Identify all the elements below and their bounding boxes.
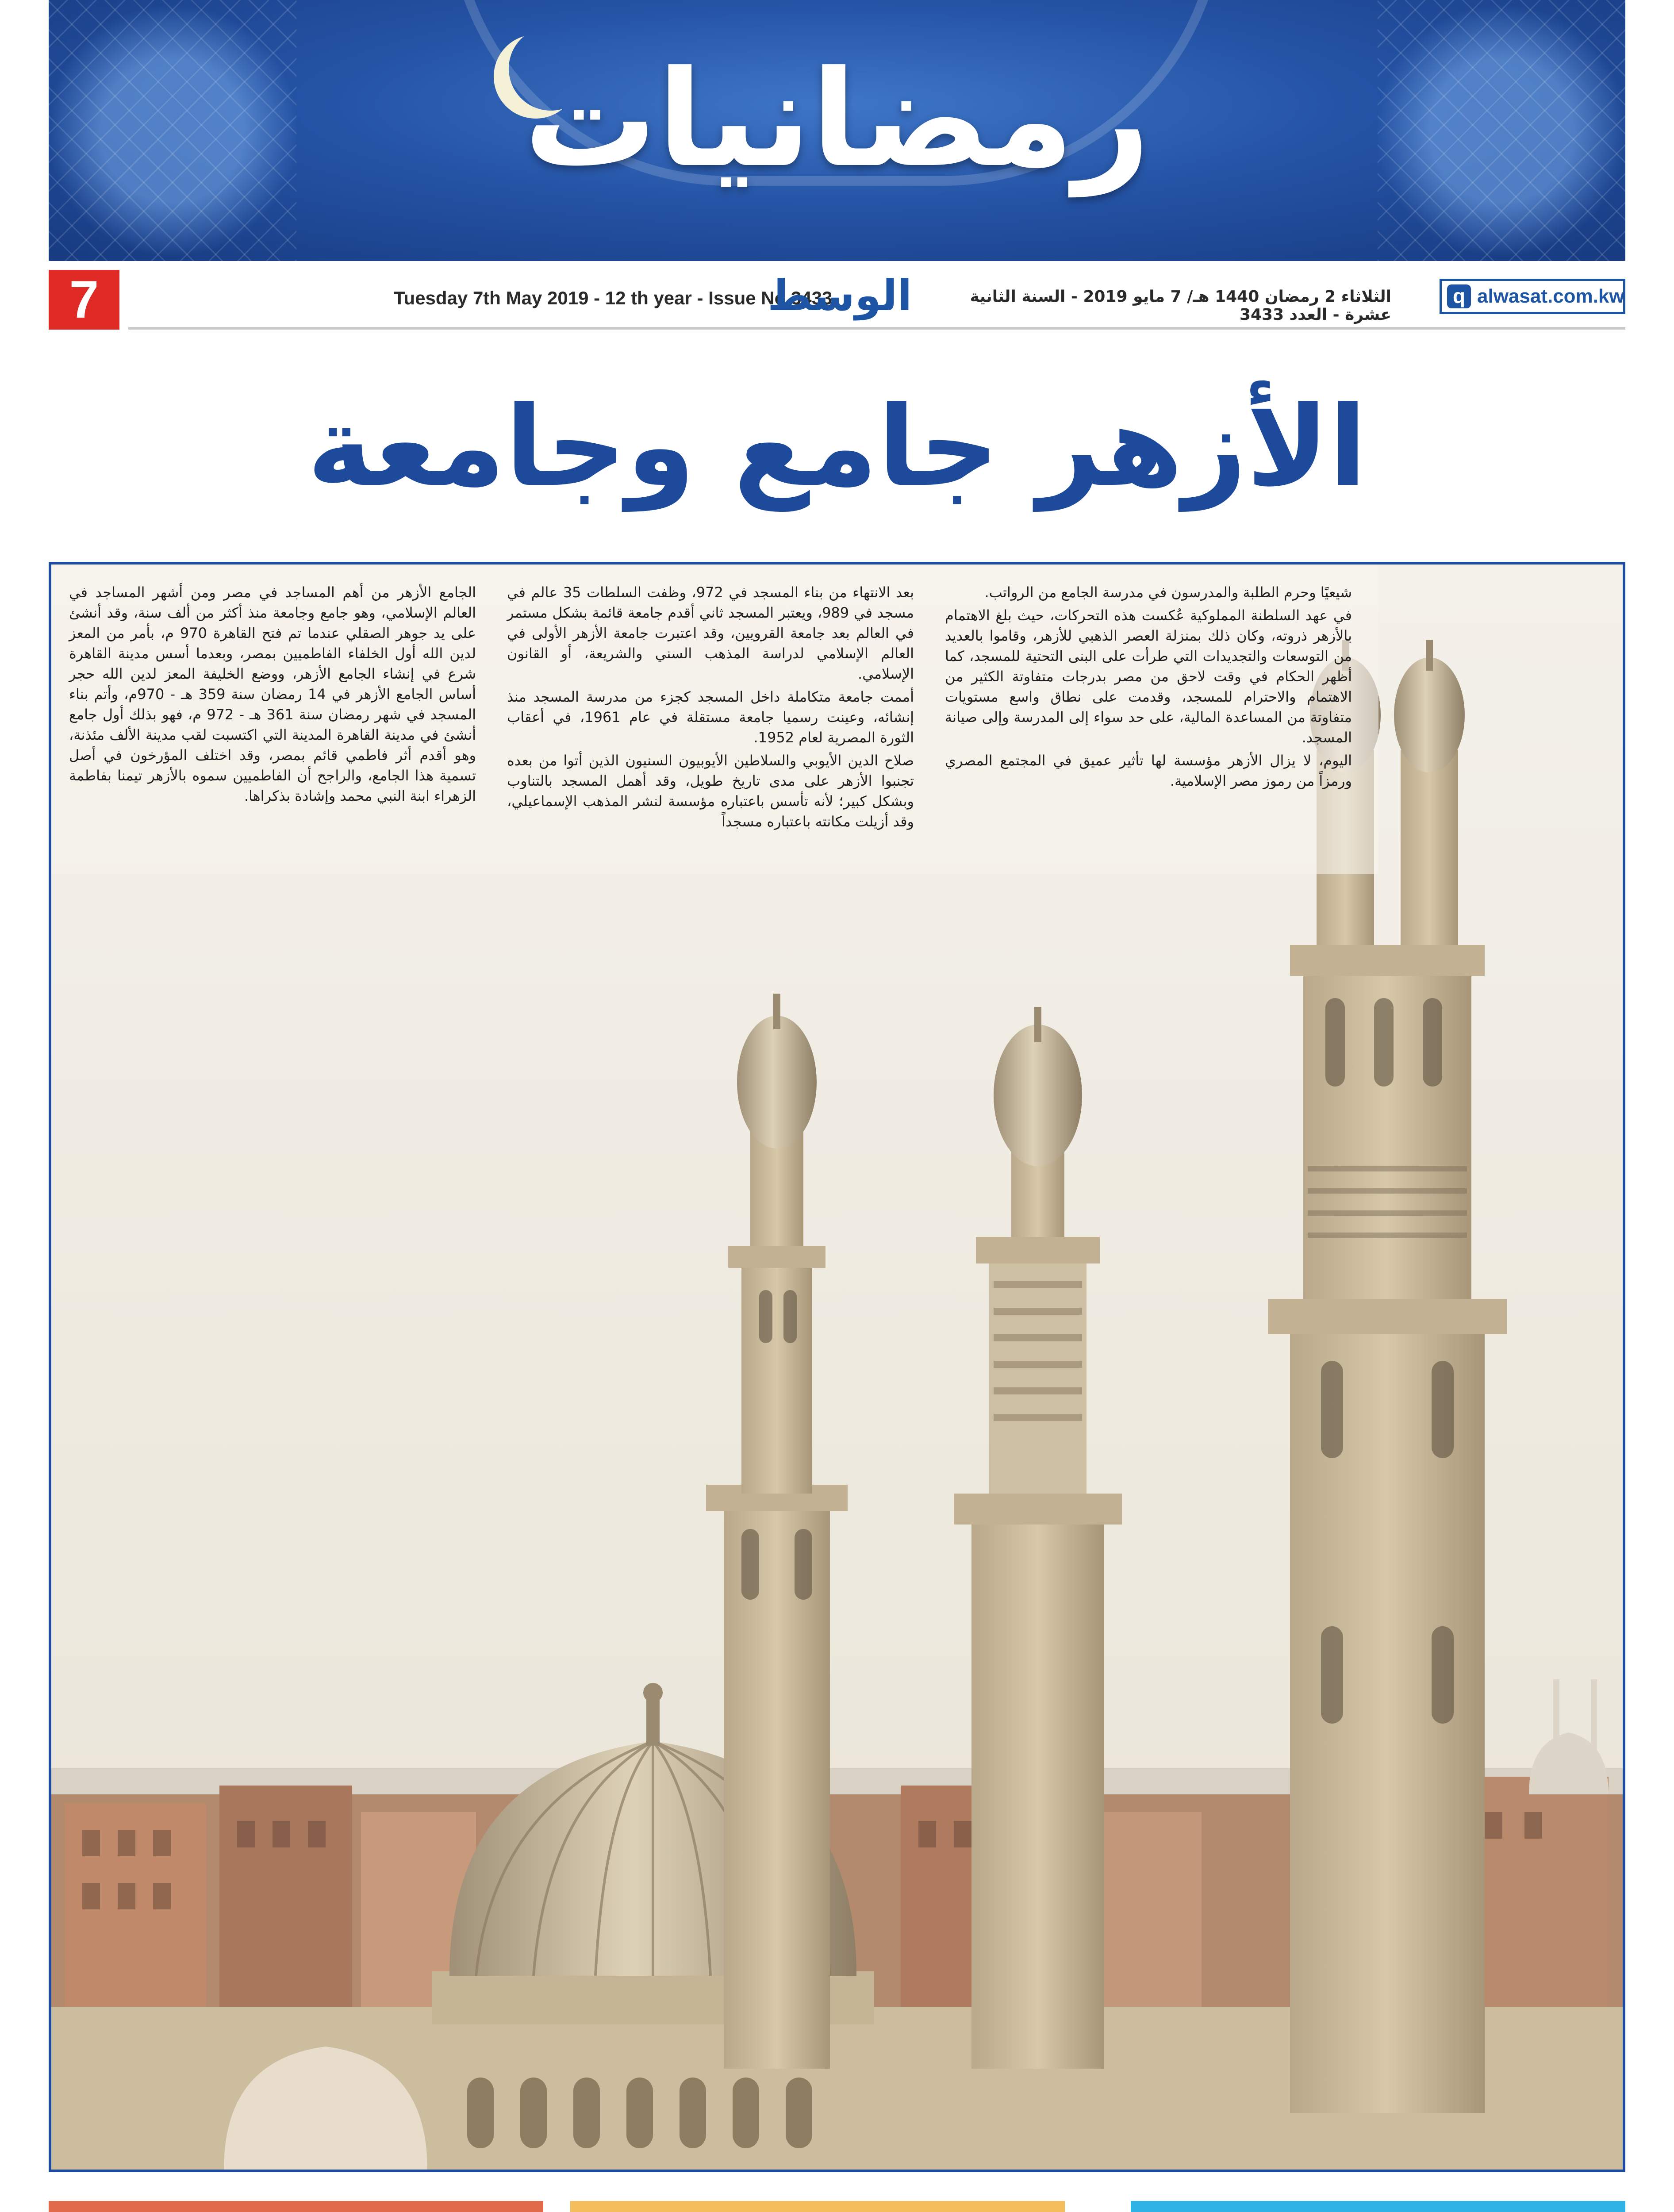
article-columns (69, 582, 1352, 865)
article-paragraph: الجامع الأزهر من أهم المساجد في مصر ومن أشهر المساجد في العالم الإسلامي، وهو جامع وجامعة منذ أكثر من ألف سنة، وقد أنشئ على يد جوهر الصقلي عندما تم فتح القاهرة 970 م، بأمر من المعز لدين الله أول الخلفاء الفاطميين بمصر، وبعدما أسس مدينة القاهرة شرع في إنشاء الجامع الأزهر، ووضع الخليفة المعز لدين الله حجر أساس الجامع الأزهر في 14 رمضان سنة 359 هـ - 970م، وأتم بناء المسجد في شهر رمضان سنة 361 هـ - 972 م، فهو بذلك أول جامع أنشئ في مدينة القاهرة المدينة التي اكتسبت لقب مدينة الألف مئذنة، وهو أقدم أثر فاطمي قائم بمصر، وقد اختلف المؤرخون في أصل تسمية هذا الجامع، والراجح أن الفاطميين سموه بالأزهر تيمنا بفاطمة الزهراء ابنة النبي محمد وإشادة بذكراها. (69, 584, 476, 804)
article-paragraph: في عهد السلطنة المملوكية عُكست هذه التحركات، حيث بلغ الاهتمام بالأزهر ذروته، وكان ذلك بمنزلة العصر الذهبي للأزهر، وقاموا بالعديد من التوسعات والتجديدات التي طرأت على البنى التحتية للمسجد، كما أظهر الحكام في وقت لاحق من مصر بدرجات متفاوتة الكثير من الاهتمام والاحترام للمسجد، وقدمت على نطاق واسع مستويات متفاوتة من المساعدة المالية، على حد سواء إلى المدرسة وإلى صيانة المسجد. (945, 607, 1352, 746)
issue-date-english: Tuesday 7th May 2019 - 12 th year - Issue No.3433 (394, 288, 833, 308)
main-article (49, 562, 1625, 2172)
section-title: رمضانيات (524, 42, 1150, 196)
article-column-2 (507, 582, 914, 865)
article-paragraph: بعد الانتهاء من بناء المسجد في 972، وظفت السلطات 35 عالم في مسجد في 989، ويعتبر المسجد ثاني أقدم جامعة قائمة بشكل مستمر في العالم بعد جامعة القرويين، وقد اعتبرت جامعة الأزهر الأولى في العالم الإسلامي لدراسة المذهب السني والشريعة، أو القانون الإسلامي. (507, 584, 914, 682)
issue-date-arabic: الثلاثاء 2 رمضان 1440 هـ/ 7 مايو 2019 - السنة الثانية عشرة - العدد 3433 (970, 288, 1391, 324)
teaser-card-makkah[interactable] (49, 2201, 543, 2212)
page-number-badge: 7 (49, 270, 119, 330)
teaser-card-abdulbasit[interactable] (570, 2201, 1065, 2212)
article-column-1 (69, 582, 476, 865)
article-paragraph: صلاح الدين الأيوبي والسلاطين الأيوبيون السنيون الذين أتوا من بعده تجنبوا الأزهر على مدى تاريخ طويل، وقد أهمل المسجد بالتناوب وبشكل كبير؛ لأنه تأسس باعتباره مؤسسة لنشر المذهب الإسماعيلي، وقد أزيلت مكانته باعتباره مسجداً (507, 752, 914, 830)
article-paragraph: شيعيًا وحرم الطلبة والمدرسون في مدرسة الجامع من الرواتب. (984, 584, 1352, 601)
newspaper-logo: الوسط (768, 271, 912, 320)
website-link[interactable] (1440, 279, 1625, 314)
teaser-card-khudair[interactable] (1131, 2201, 1625, 2212)
q-logo-icon: q (1447, 284, 1471, 308)
article-column-3 (945, 582, 1352, 865)
ramadan-banner (49, 0, 1625, 261)
website-text: alwasat.com.kw (1477, 285, 1624, 307)
issue-info-bar (128, 270, 1625, 330)
article-headline: الأزهر جامع وجامعة (307, 382, 1367, 511)
article-paragraph: اليوم، لا يزال الأزهر مؤسسة لها تأثير عميق في المجتمع المصري ورمزاً من رموز مصر الإسلامية. (945, 752, 1352, 789)
article-paragraph: أممت جامعة متكاملة داخل المسجد كجزء من مدرسة المسجد منذ إنشائه، وعينت رسميا جامعة مستقلة في عام 1961، في أعقاب الثورة المصرية لعام 1952. (507, 688, 914, 746)
